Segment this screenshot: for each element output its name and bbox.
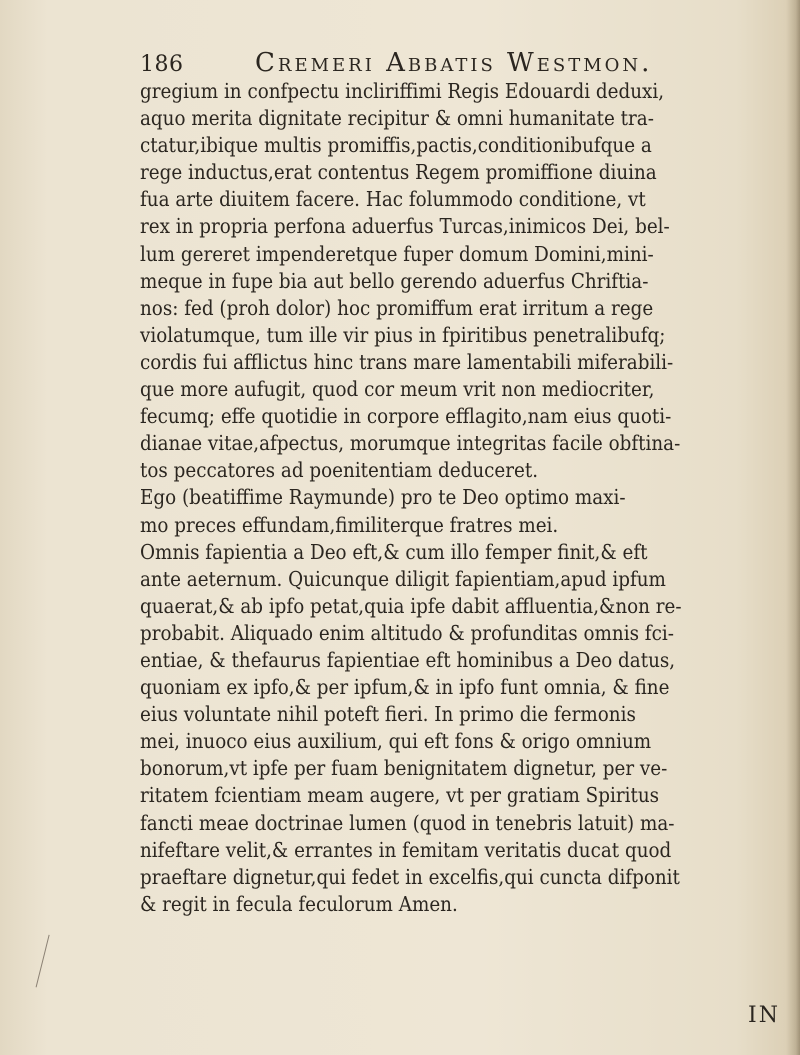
text-line: dianae vitae,afpectus, morumque integritas facile obftina-	[140, 431, 681, 456]
text-line: nifeftare velit,& errantes in femitam veritatis ducat quod	[140, 837, 672, 862]
text-line: rege inductus,erat contentus Regem promiffione diuina	[140, 160, 657, 185]
text-line: gregium in confpectu incliriffimi Regis Edouardi deduxi,	[140, 79, 665, 103]
text-line: fecumq; effe quotidie in corpore efflagito,nam eius quoti-	[140, 404, 672, 429]
text-line: Omnis fapientia a Deo eft,& cum illo femper finit,& eft	[140, 539, 648, 564]
text-line: rex in propria perfona aduerfus Turcas,inimicos Dei, bel-	[140, 214, 670, 239]
text-line: ante aeternum. Quicunque diligit fapientiam,apud ipfum	[140, 566, 666, 591]
text-line: tos peccatores ad poenitentiam deduceret.	[140, 458, 539, 483]
text-line: Ego (beatiffime Raymunde) pro te Deo optimo maxi-	[140, 485, 626, 510]
text-line: fancti meae doctrinae lumen (quod in tenebris latuit) ma-	[140, 810, 675, 835]
text-line: cordis fui afflictus hinc trans mare lamentabili miferabili-	[140, 349, 674, 374]
text-line: ctatur,ibique multis promiffis,pactis,conditionibufque a	[140, 133, 652, 158]
text-line: praeftare dignetur,qui fedet in excelfis,qui cuncta difponit	[140, 864, 680, 889]
text-line: entiae, & thefaurus fapientiae eft hominibus a Deo datus,	[140, 647, 676, 672]
text-line: lum gereret impenderetque fuper domum Domini,mini-	[140, 241, 654, 266]
margin-pen-mark	[36, 935, 58, 990]
text-line: meque in fupe bia aut bello gerendo aduerfus Chriftia-	[140, 268, 649, 293]
text-line: ritatem fcientiam meam augere, vt per gratiam Spiritus	[140, 783, 660, 808]
text-line: quaerat,& ab ipfo petat,quia ipfe dabit affluentia,&non re-	[140, 593, 682, 618]
running-title: Cremeri Abbatis Westmon.	[255, 48, 653, 78]
text-line: violatumque, tum ille vir pius in fpiritibus penetralibufq;	[140, 322, 666, 347]
text-line: fua arte diuitem facere. Hac folummodo conditione, vt	[140, 187, 646, 212]
page-edge-shadow	[786, 0, 800, 1055]
text-line: eius voluntate nihil poteft fieri. In primo die fermonis	[140, 702, 636, 727]
body-text	[140, 78, 735, 918]
text-line: bonorum,vt ipfe per fuam benignitatem dignetur, per ve-	[140, 756, 668, 781]
text-line: aquo merita dignitate recipitur & omni humanitate tra-	[140, 106, 654, 131]
text-line: mei, inuoco eius auxilium, qui eft fons & origo omnium	[140, 729, 652, 754]
text-line: mo preces effundam,fimiliterque fratres mei.	[140, 512, 559, 537]
text-line: & regit in fecula feculorum Amen.	[140, 891, 458, 916]
text-line: que more aufugit, quod cor meum vrit non mediocriter,	[140, 377, 655, 402]
text-line: nos: fed (proh dolor) hoc promiffum erat irritum a rege	[140, 295, 654, 320]
text-line: quoniam ex ipfo,& per ipfum,& in ipfo funt omnia, & fine	[140, 675, 670, 700]
text-line: probabit. Aliquado enim altitudo & profunditas omnis fci-	[140, 620, 674, 645]
page-number: 186	[140, 52, 184, 77]
catchword: IN	[748, 1003, 780, 1028]
